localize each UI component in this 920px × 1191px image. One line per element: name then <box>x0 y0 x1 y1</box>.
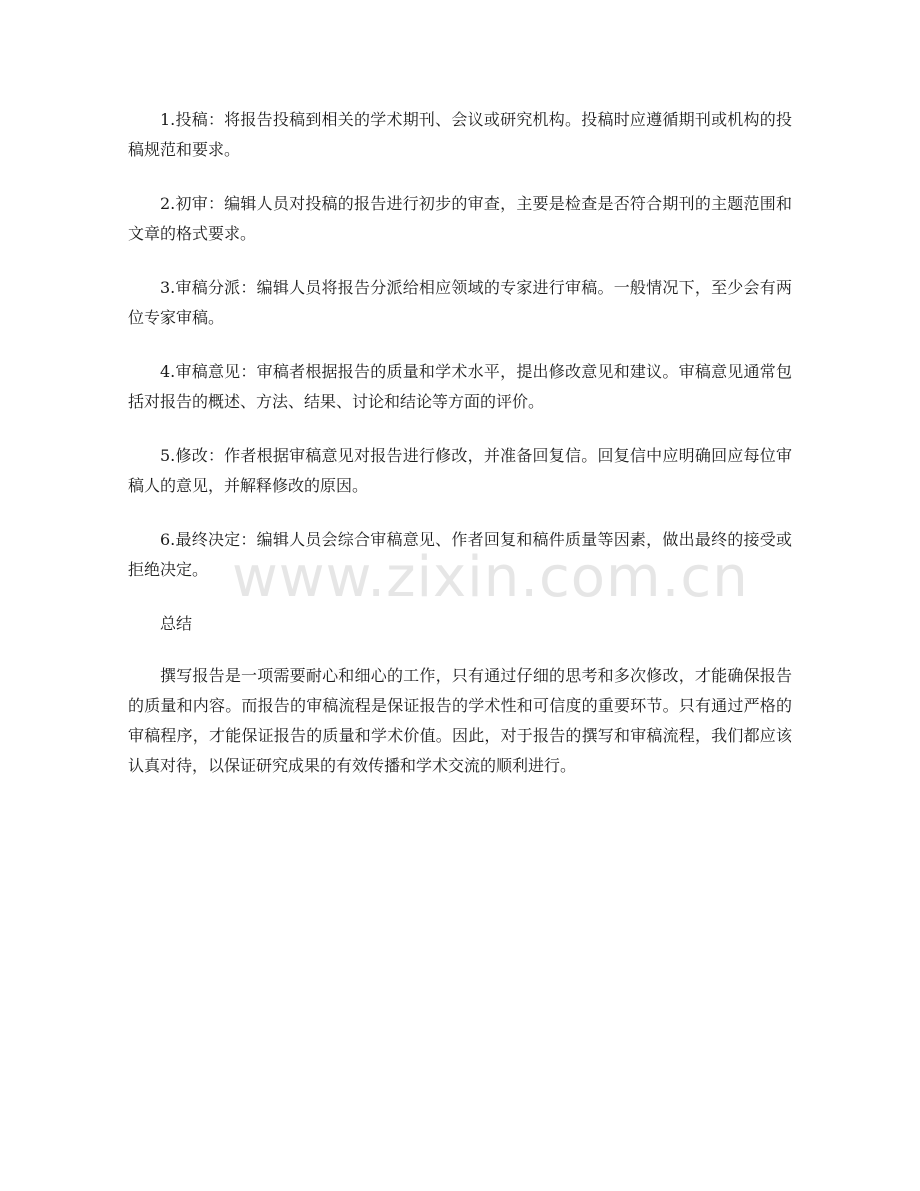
watermark: www.zixin.com.cn <box>232 545 749 610</box>
step-paragraph-revision: 5.修改：作者根据审稿意见对报告进行修改，并准备回复信。回复信中应明确回应每位审稿人的意见，并解释修改的原因。 <box>128 446 792 495</box>
document-body <box>128 105 792 805</box>
step-paragraph-submission: 1.投稿：将报告投稿到相关的学术期刊、会议或研究机构。投稿时应遵循期刊或机构的投稿规范和要求。 <box>128 110 792 159</box>
summary-paragraph: 撰写报告是一项需要耐心和细心的工作，只有通过仔细的思考和多次修改，才能确保报告的质量和内容。而报告的审稿流程是保证报告的学术性和可信度的重要环节。只有通过严格的审稿程序，才能保证报告的质量和学术价值。因此，对于报告的撰写和审稿流程，我们都应该认真对待，以保证研究成果的有效传播和学术交流的顺利进行。 <box>128 666 792 775</box>
summary-heading: 总结 <box>160 614 193 633</box>
step-paragraph-initial-review: 2.初审：编辑人员对投稿的报告进行初步的审查，主要是检查是否符合期刊的主题范围和文章的格式要求。 <box>128 194 792 243</box>
step-paragraph-review-comments: 4.审稿意见：审稿者根据报告的质量和学术水平，提出修改意见和建议。审稿意见通常包括对报告的概述、方法、结果、讨论和结论等方面的评价。 <box>128 362 792 411</box>
step-paragraph-reviewer-assignment: 3.审稿分派：编辑人员将报告分派给相应领域的专家进行审稿。一般情况下，至少会有两位专家审稿。 <box>128 278 792 327</box>
step-paragraph-final-decision: 6.最终决定：编辑人员会综合审稿意见、作者回复和稿件质量等因素，做出最终的接受或拒绝决定。 <box>128 530 792 579</box>
